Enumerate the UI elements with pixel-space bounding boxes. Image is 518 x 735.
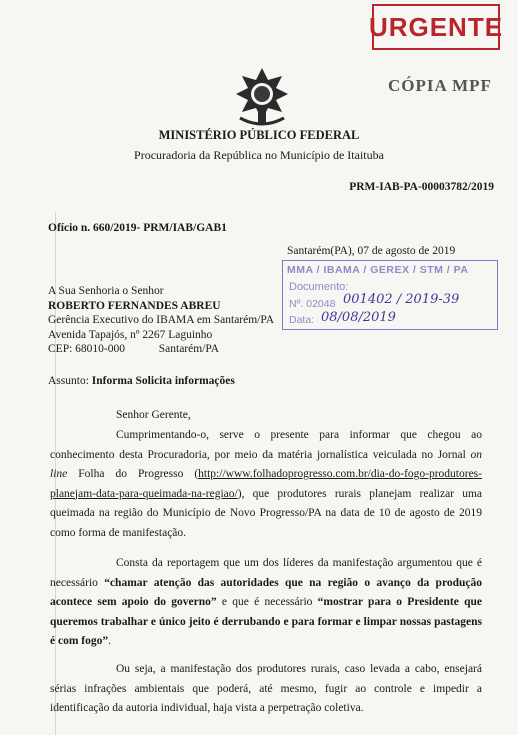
greeting: Senhor Gerente, — [116, 409, 191, 421]
paragraph-3: Ou seja, a manifestação dos produtores rurais, caso levada a cabo, ensejará sérias infrações ambientais que poderá, até mesmo, fugir ao controle e impedir a identificação da autoria individual, haja vista a perpetração coletiva. — [50, 663, 482, 714]
stamp-org: MMA / IBAMA / GEREX / STM / PA — [287, 264, 469, 276]
oficio-number: Ofício n. 660/2019- PRM/IAB/GAB1 — [48, 222, 227, 234]
stamp-data-handwritten: 08/08/2019 — [321, 310, 396, 325]
ministry-title: MINISTÉRIO PÚBLICO FEDERAL — [158, 128, 360, 142]
coat-of-arms-icon — [234, 66, 290, 128]
subject-line — [48, 374, 235, 389]
procuradoria-subtitle: Procuradoria da República no Município de Itaituba — [134, 148, 384, 162]
copia-mpf-stamp: CÓPIA MPF — [388, 76, 492, 95]
paragraph-1: Cumprimentando-o, serve o presente para informar que chegou ao conhecimento desta Procuradoria, por meio da matéria jornalística veiculada no Jornal on line Folha do Progresso (http://www.folhadoprogresso.com.br/dia-do-fogo-produtores-planejam-data-para-queimada-na-regiao/), que produtores rurais planejam realizar uma queimada na região do Município de Novo Progresso/PA na data de 10 de agosto de 2019 como forma de manifestação. — [50, 429, 482, 539]
document-reference: PRM-IAB-PA-00003782/2019 — [349, 181, 494, 193]
urgent-stamp: URGENTE — [372, 4, 500, 50]
stamp-documento-label: Documento: — [289, 281, 349, 293]
recipient-city: Santarém/PA — [158, 343, 220, 355]
stamp-data-label: Data: — [289, 314, 315, 326]
recipient-cep: CEP: 68010-000 — [48, 343, 125, 355]
stamp-numero-label: Nº. 02048 — [289, 298, 336, 310]
recipient-block — [48, 284, 274, 357]
stamp-numero-handwritten: 001402 / 2019-39 — [343, 292, 460, 307]
recipient-office: Gerência Executivo do IBAMA em Santarém/PA — [48, 314, 275, 326]
recipient-cep-line — [48, 342, 274, 357]
subject-text: Informa Solicita informações — [91, 375, 235, 387]
news-link[interactable]: http://www.folhadoprogresso.com.br/dia-do-fogo-produtores-planejam-data-para-queimada-na-regiao/ — [50, 468, 482, 500]
recipient-street: Avenida Tapajós, nº 2267 Laguinho — [48, 328, 213, 341]
receipt-stamp — [282, 260, 498, 330]
recipient-salutation: A Sua Senhoria o Senhor — [48, 285, 164, 297]
recipient-name: ROBERTO FERNANDES ABREU — [48, 299, 221, 312]
date-line: Santarém(PA), 07 de agosto de 2019 — [287, 245, 456, 257]
subject-label: Assunto: — [48, 375, 89, 387]
paragraph-2: Consta da reportagem que um dos líderes da manifestação argumentou que é necessário “chamar atenção das autoridades que na região o avanço da produção acontece sem apoio do governo” e que é necessário “mostrar para o Presidente que queremos trabalhar e único jeito é derrubando e para formar e limpar nossas pastagens é com fogo”. — [50, 557, 482, 647]
